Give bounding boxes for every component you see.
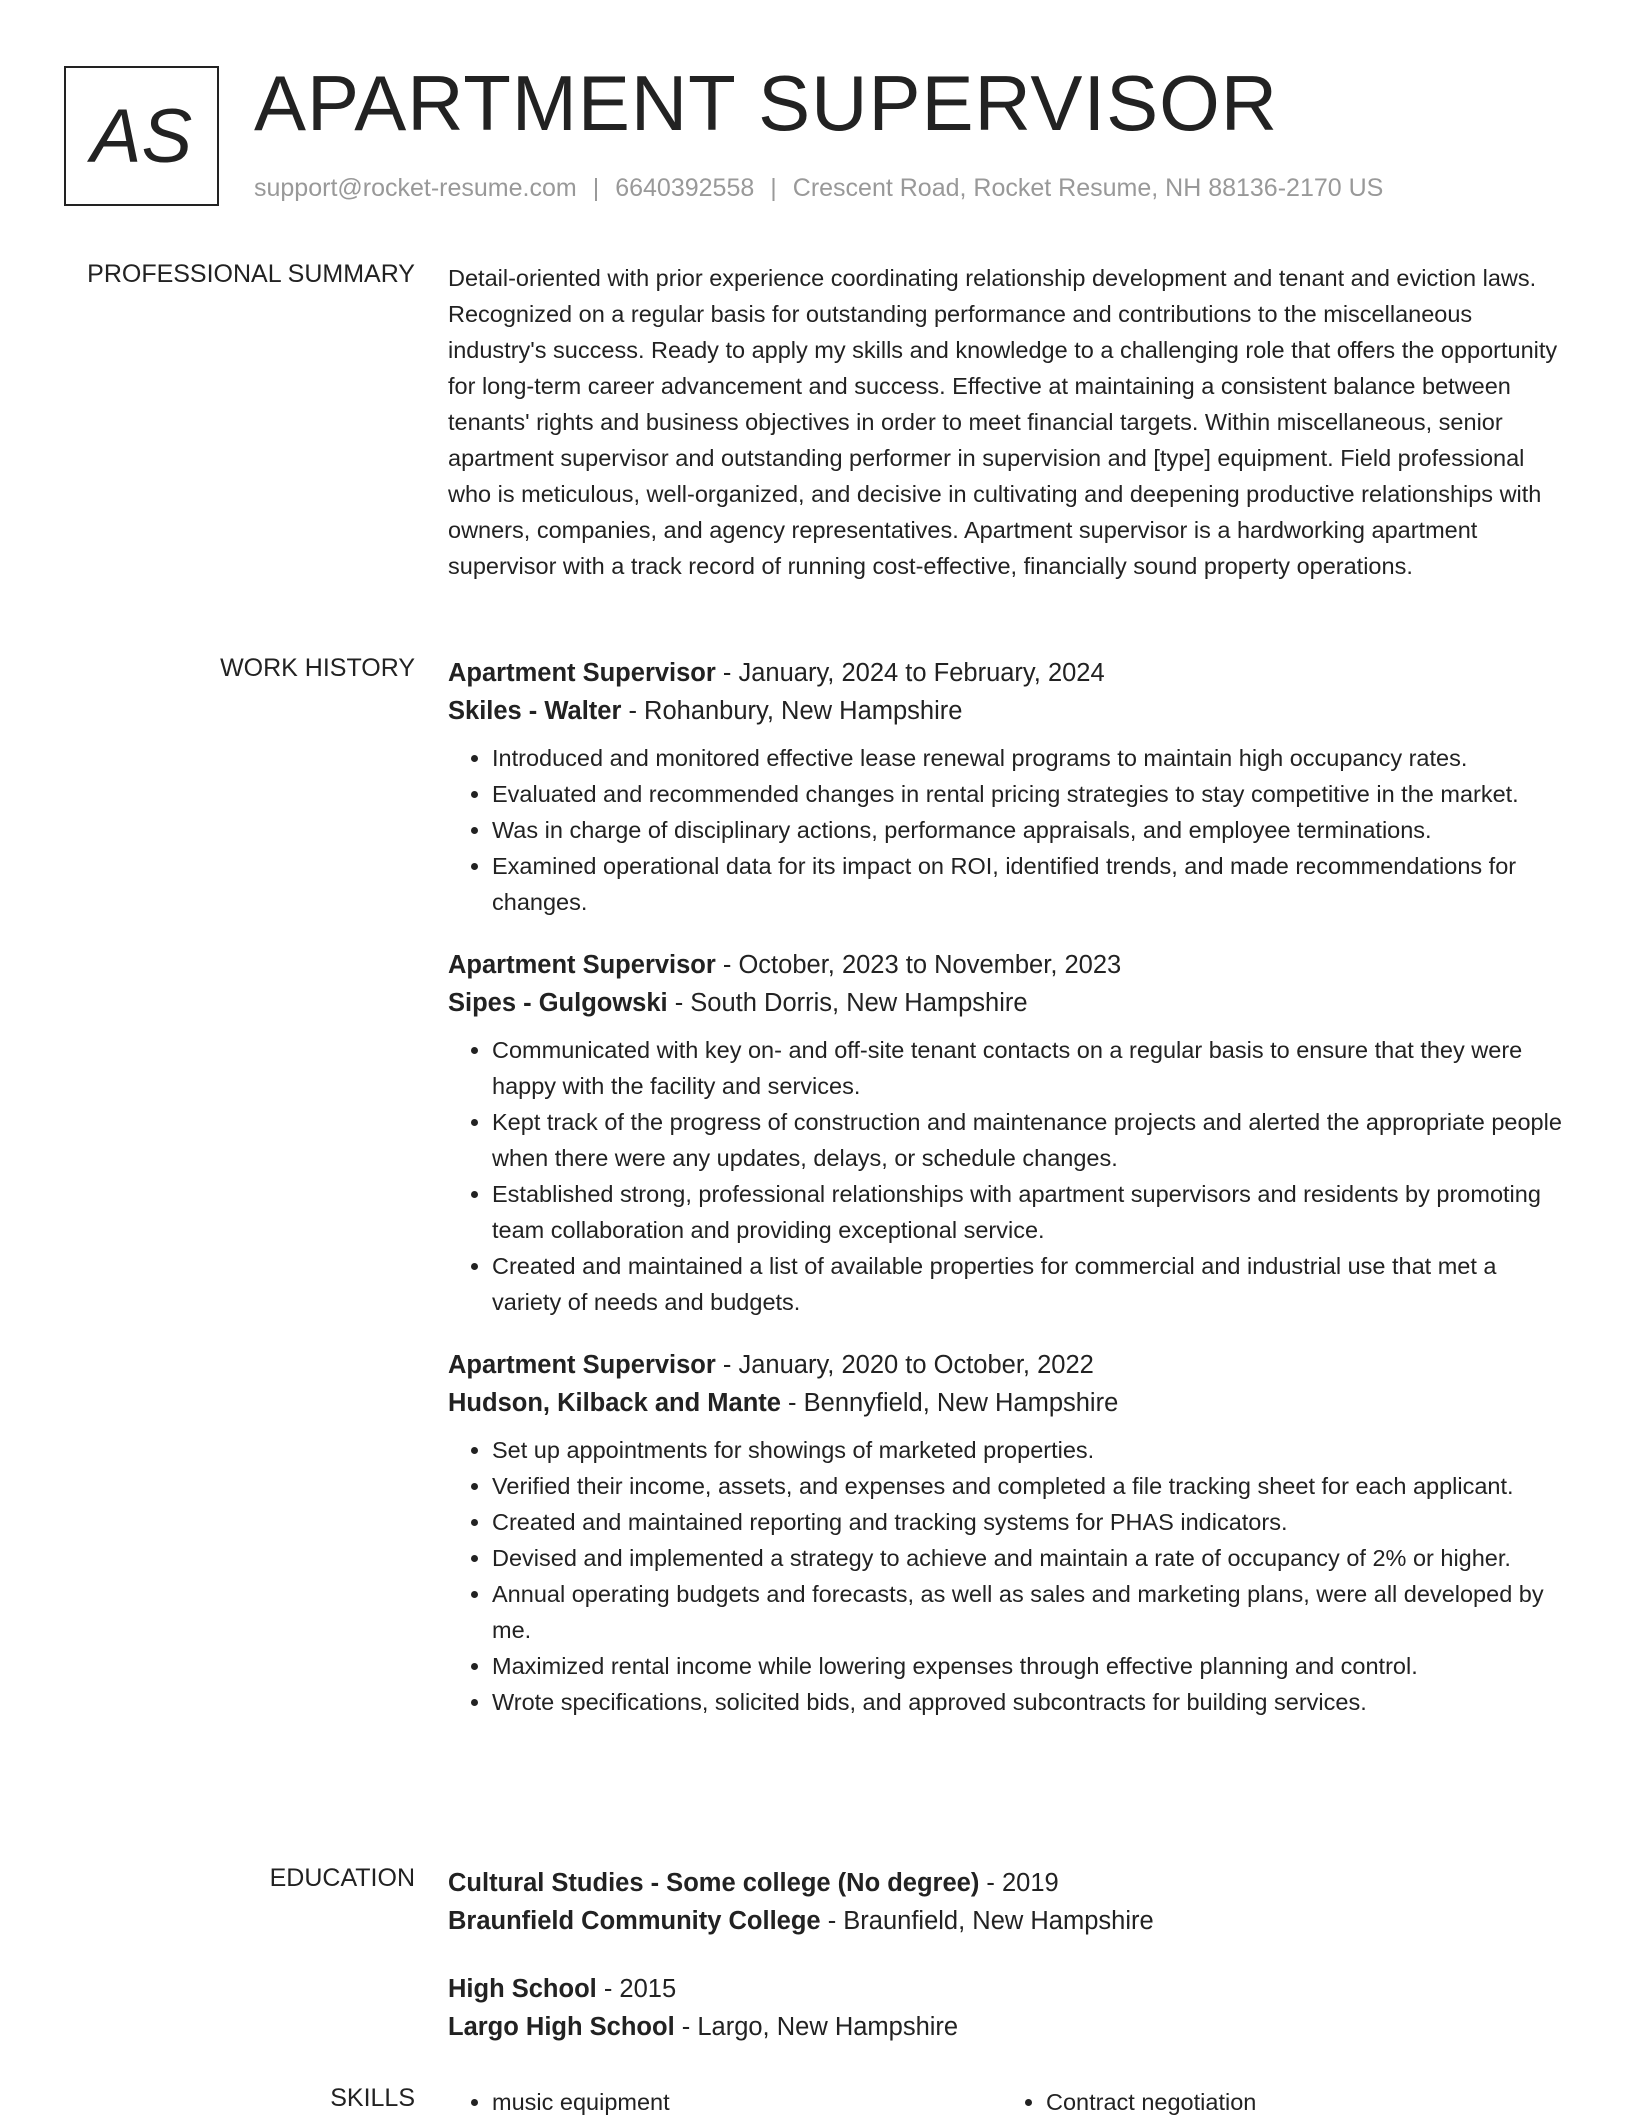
- section-title-summary: PROFESSIONAL SUMMARY: [87, 260, 415, 288]
- contact-email[interactable]: support@rocket-resume.com: [254, 174, 577, 202]
- page-title: APARTMENT SUPERVISOR: [254, 59, 1279, 147]
- list-item: • Established strong, professional relationships with apartment supervisors and residents by promoting team collaboration and providing exceptional service.: [492, 1176, 1568, 1248]
- education-location: - Braunfield, New Hampshire: [820, 1907, 1154, 1935]
- education-entry: [448, 1864, 1568, 1940]
- list-item: • Introduced and monitored effective lease renewal programs to maintain high occupancy rates.: [492, 740, 1568, 776]
- job-location: - South Dorris, New Hampshire: [667, 989, 1028, 1017]
- job-bullets: [448, 1432, 1568, 1720]
- job-company: Skiles - Walter: [448, 697, 622, 725]
- list-item: • Wrote specifications, solicited bids, and approved subcontracts for building services.: [492, 1684, 1568, 1720]
- education-degree: Cultural Studies - Some college (No degree): [448, 1869, 980, 1897]
- education-year: - 2019: [979, 1869, 1059, 1897]
- job-dates: - January, 2024 to February, 2024: [715, 659, 1105, 687]
- job-company-line: [448, 692, 1568, 730]
- job-role: Apartment Supervisor: [448, 1351, 716, 1379]
- job-bullets: [448, 1032, 1568, 1320]
- section-title-education: EDUCATION: [269, 1864, 415, 1892]
- list-item: • Communicated with key on- and off-site tenant contacts on a regular basis to ensure that they were happy with the facility and services.: [492, 1032, 1568, 1104]
- job-dates: - January, 2020 to October, 2022: [715, 1351, 1094, 1379]
- education-degree: High School: [448, 1975, 597, 2003]
- education-year: - 2015: [596, 1975, 677, 2003]
- section-title-skills: SKILLS: [330, 2084, 415, 2112]
- education-school-line: [448, 1902, 1568, 1940]
- job-role: Apartment Supervisor: [448, 659, 716, 687]
- job-title-line: [448, 654, 1568, 692]
- education-degree-line: [448, 1864, 1568, 1902]
- summary-text: Detail-oriented with prior experience coordinating relationship development and tenant and eviction laws. Recognized on a regular basis for outstanding performance and contributions to the miscellaneous industry's success. Ready to apply my skills and knowledge to a challenging role that offers the opportunity for long-term career advancement and success. Effective at maintaining a consistent balance between tenants' rights and business objectives in order to meet financial targets. Within miscellaneous, senior apartment supervisor and outstanding performer in supervision and [type] equipment. Field professional who is meticulous, well-organized, and decisive in cultivating and deepening productive relationships with owners, companies, and agency representatives. Apartment supervisor is a hardworking apartment supervisor with a track record of running cost-effective, financially sound property operations.: [448, 265, 1558, 579]
- education-degree-line: [448, 1970, 1568, 2008]
- list-item: • Created and maintained reporting and tracking systems for PHAS indicators.: [492, 1504, 1568, 1540]
- list-item: • Contract negotiation: [1046, 2084, 1556, 2120]
- education-school-line: [448, 2008, 1568, 2046]
- job-company: Hudson, Kilback and Mante: [448, 1389, 781, 1417]
- skills-list-left: [448, 2084, 1002, 2120]
- job-title-line: [448, 946, 1568, 984]
- list-item: • Verified their income, assets, and expenses and completed a file tracking sheet for each applicant.: [492, 1468, 1568, 1504]
- contact-separator: |: [592, 174, 600, 202]
- job-location: - Bennyfield, New Hampshire: [780, 1389, 1119, 1417]
- list-item: • Evaluated and recommended changes in rental pricing strategies to stay competitive in the market.: [492, 776, 1568, 812]
- list-item: • Maximized rental income while lowering expenses through effective planning and control.: [492, 1648, 1568, 1684]
- job-entry: [448, 654, 1568, 920]
- job-entry: [448, 1346, 1568, 1720]
- job-location: - Rohanbury, New Hampshire: [621, 697, 963, 725]
- job-company-line: [448, 984, 1568, 1022]
- job-company-line: [448, 1384, 1568, 1422]
- education-school: Braunfield Community College: [448, 1907, 821, 1935]
- job-role: Apartment Supervisor: [448, 951, 716, 979]
- contact-line: [254, 174, 1383, 203]
- job-entry: [448, 946, 1568, 1320]
- job-company: Sipes - Gulgowski: [448, 989, 668, 1017]
- skills-list-right: [1002, 2084, 1556, 2120]
- skills-grid: [448, 2084, 1568, 2120]
- job-title-line: [448, 1346, 1568, 1384]
- list-item: • Devised and implemented a strategy to achieve and maintain a rate of occupancy of 2% or higher.: [492, 1540, 1568, 1576]
- contact-address: Crescent Road, Rocket Resume, NH 88136-2170 US: [792, 174, 1384, 202]
- list-item: • Set up appointments for showings of marketed properties.: [492, 1432, 1568, 1468]
- education-location: - Largo, New Hampshire: [674, 2013, 959, 2041]
- education-entry: [448, 1970, 1568, 2046]
- list-item: • Created and maintained a list of available properties for commercial and industrial use that met a variety of needs and budgets.: [492, 1248, 1568, 1320]
- monogram: AS: [64, 66, 219, 206]
- list-item: • Was in charge of disciplinary actions, performance appraisals, and employee terminations.: [492, 812, 1568, 848]
- list-item: • Examined operational data for its impact on ROI, identified trends, and made recommendations for changes.: [492, 848, 1568, 920]
- list-item: • Kept track of the progress of construction and maintenance projects and alerted the appropriate people when there were any updates, delays, or schedule changes.: [492, 1104, 1568, 1176]
- list-item: • music equipment: [492, 2084, 1002, 2120]
- job-dates: - October, 2023 to November, 2023: [715, 951, 1122, 979]
- section-title-work: WORK HISTORY: [220, 654, 415, 682]
- contact-separator: |: [770, 174, 777, 202]
- list-item: • Annual operating budgets and forecasts, as well as sales and marketing plans, were all developed by me.: [492, 1576, 1568, 1648]
- job-bullets: [448, 740, 1568, 920]
- contact-phone[interactable]: 6640392558: [615, 174, 755, 202]
- education-school: Largo High School: [448, 2013, 675, 2041]
